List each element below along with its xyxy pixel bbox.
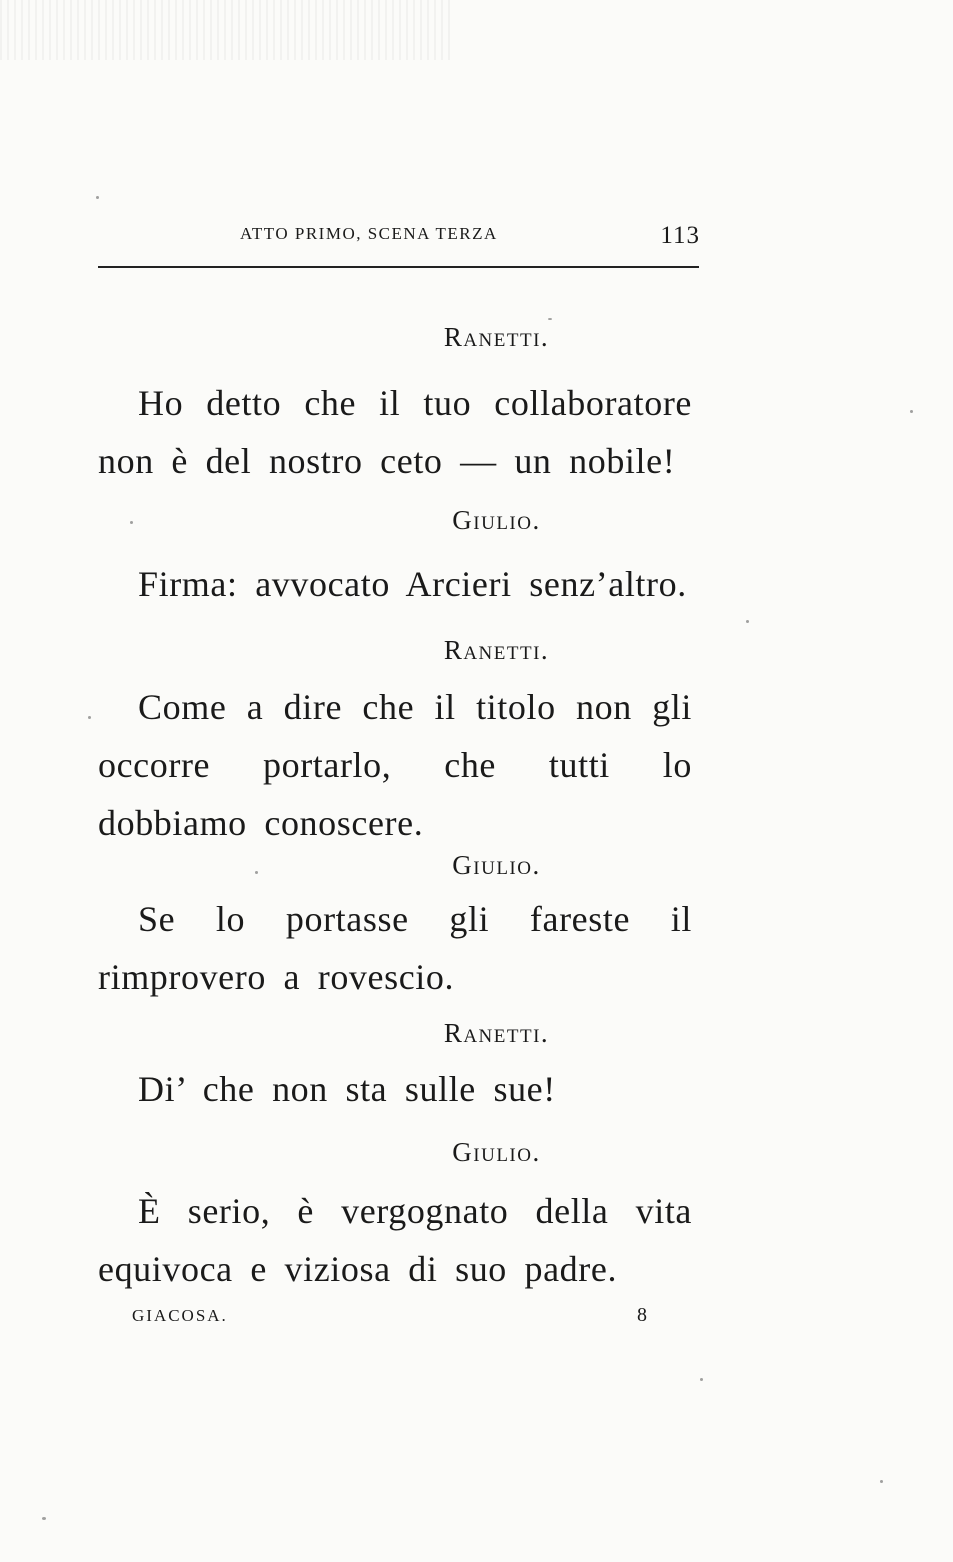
speaker-label: Giulio.	[452, 505, 541, 535]
page-number: 113	[660, 222, 700, 249]
speaker-label: Ranetti.	[443, 1018, 550, 1048]
scan-speckle	[700, 1378, 703, 1381]
speaker-label: Ranetti.	[443, 635, 550, 665]
page-footer	[132, 1300, 652, 1330]
scan-speckle	[548, 318, 552, 320]
speaker-label: Giulio.	[452, 1137, 541, 1167]
scan-speckle	[746, 620, 749, 623]
running-head	[240, 222, 700, 252]
speech-text: Firma: avvocato Arcieri senz’altro.	[138, 564, 687, 604]
running-title: ATTO PRIMO, SCENA TERZA	[240, 224, 498, 243]
header-rule	[98, 266, 699, 268]
scan-speckle	[880, 1480, 883, 1483]
scan-speckle	[910, 410, 913, 413]
scan-speckle	[88, 716, 91, 719]
speech-text: Come a dire che il titolo non gli occorre portarlo, che tutti lo dobbiamo conoscere.	[98, 687, 692, 843]
scan-speckle	[96, 196, 99, 199]
signature-number: 8	[637, 1304, 647, 1326]
speaker-label: Giulio.	[452, 850, 541, 880]
signature-mark-text: GIACOSA.	[132, 1306, 228, 1325]
speaker-label: Ranetti.	[443, 322, 550, 352]
speech-text: Di’ che non sta sulle sue!	[138, 1069, 556, 1109]
speech-text: Ho detto che il tuo collaboratore non è del nostro ceto — un nobile!	[98, 383, 692, 481]
scan-noise-band	[0, 0, 450, 60]
speech-text: Se lo portasse gli fareste il rimprovero a rovescio.	[98, 899, 692, 997]
speech-text: È serio, è vergognato della vita equivoca e viziosa di suo padre.	[98, 1191, 692, 1289]
scan-speckle	[42, 1517, 46, 1520]
